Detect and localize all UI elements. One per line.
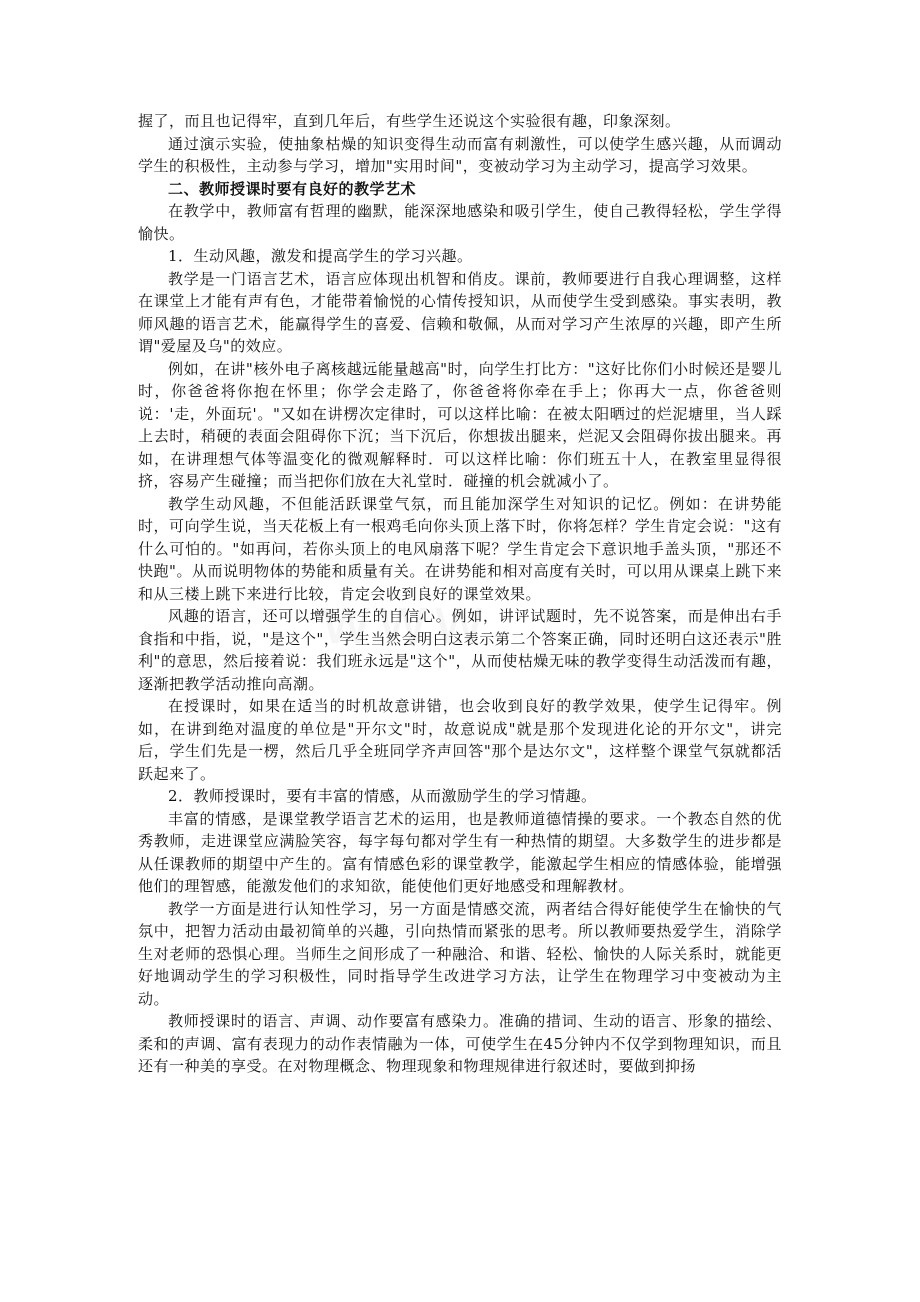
paragraph: 在授课时，如果在适当的时机故意讲错，也会收到良好的教学效果，使学生记得牢。例如，在讲到绝对温度的单位是"开尔文"时，故意说成"就是那个发现进化论的开尔文"，讲完后，学生们先是一楞，然后几乎全班同学齐声回答"那个是达尔文"，这样整个课堂气氛就都活跃起来了。 [138, 697, 782, 783]
section-heading: 二、教师授课时要有良好的教学艺术 [168, 179, 417, 198]
subsection-heading: 2．教师授课时，要有丰富的情感，从而激励学生的学习情趣。 [168, 787, 597, 805]
paragraph: 通过演示实验，使抽象枯燥的知识变得生动而富有刺激性，可以使学生感兴趣，从而调动学生的积极性，主动参与学习，增加"实用时间"，变被动学习为主动学习，提高学习效果。 [138, 134, 782, 175]
paragraph: 教师授课时的语言、声调、动作要富有感染力。准确的措词、生动的语言、形象的描绘、柔和的声调、富有表现力的动作表情融为一体，可使学生在45分钟内不仅学到物理知识，而且还有一种美的享受。在对物理概念、物理现象和物理规律进行叙述时，要做到抑扬 [138, 1012, 782, 1075]
paragraph: 教学一方面是进行认知性学习，另一方面是情感交流，两者结合得好能使学生在愉快的气氛中，把智力活动由最初简单的兴趣，引向热情而紧张的思考。所以教师要热爱学生，消除学生对老师的恐惧心理。当师生之间形成了一种融洽、和谐、轻松、愉快的人际关系时，就能更好地调动学生的学习积极性，同时指导学生改进学习方法，让学生在物理学习中变被动为主动。 [138, 899, 782, 1008]
paragraph: 在教学中，教师富有哲理的幽默，能深深地感染和吸引学生，使自己教得轻松，学生学得愉快。 [138, 202, 782, 243]
paragraph: 丰富的情感，是课堂教学语言艺术的运用，也是教师道德情操的要求。一个教态自然的优秀教师，走进课堂应满脸笑容，每字每句都对学生有一种热情的期望。大多数学生的进步都是从任课教师的期望中产生的。富有情感色彩的课堂教学，能激起学生相应的情感体验，能增强他们的理智感，能激发他们的求知欲，能使他们更好地感受和理解教材。 [138, 809, 782, 895]
paragraph: 握了，而且也记得牢，直到几年后，有些学生还说这个实验很有趣，印象深刻。 [138, 112, 681, 130]
document-body [138, 110, 782, 1078]
paragraph: 例如，在讲"核外电子离核越远能量越高"时，向学生打比方："这好比你们小时候还是婴儿时，你爸爸将你抱在怀里；你学会走路了，你爸爸将你牵在手上；你再大一点，你爸爸则说：'走，外面玩'。"又如在讲楞次定律时，可以这样比喻：在被太阳晒过的烂泥塘里，当人踩上去时，稍硬的表面会阻碍你下沉；当下沉后，你想拔出腿来，烂泥又会阻碍你拔出腿来。再如，在讲理想气体等温变化的微观解释时．可以这样比喻：你们班五十人，在教室里显得很挤，容易产生碰撞；而当把你们放在大礼堂时．碰撞的机会就减小了。 [138, 359, 782, 490]
subsection-heading: 1．生动风趣，激发和提高学生的学习兴趣。 [168, 247, 473, 265]
paragraph: 教学生动风趣，不但能活跃课堂气氛，而且能加深学生对知识的记忆。例如：在讲势能时，可向学生说，当天花板上有一根鸡毛向你头顶上落下时，你将怎样？学生肯定会说："这有什么可怕的。"如再问，若你头顶上的电风扇落下呢？学生肯定会下意识地手盖头顶，"那还不快跑"。从而说明物体的势能和质量有关。在讲势能和相对高度有关时，可以用从课桌上跳下来和从三楼上跳下来进行比较，肯定会收到良好的课堂效果。 [138, 494, 782, 603]
paragraph: 教学是一门语言艺术，语言应体现出机智和俏皮。课前，教师要进行自我心理调整，这样在课堂上才能有声有色，才能带着愉悦的心情传授知识，从而使学生受到感染。事实表明，教师风趣的语言艺术，能赢得学生的喜爱、信赖和敬佩，从而对学习产生浓厚的兴趣，即产生所谓"爱屋及乌"的效应。 [138, 269, 782, 355]
paragraph: 风趣的语言，还可以增强学生的自信心。例如，讲评试题时，先不说答案，而是伸出右手食指和中指，说，"是这个"，学生当然会明白这表示第二个答案正确，同时还明白这还表示"胜利"的意思，然后接着说：我们班永远是"这个"，从而使枯燥无味的教学变得生动活泼而有趣，逐渐把教学活动推向高潮。 [138, 607, 782, 693]
